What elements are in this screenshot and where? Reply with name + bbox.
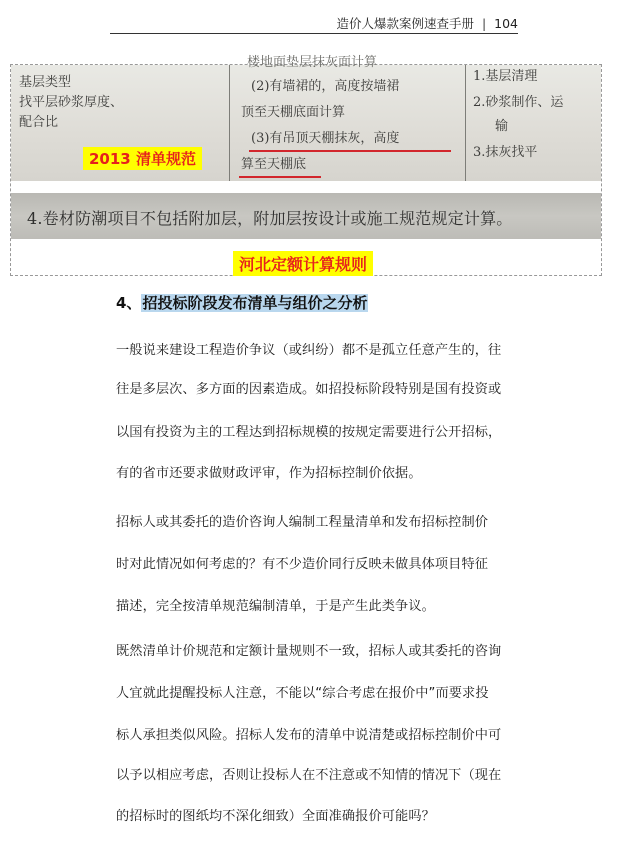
running-header bbox=[110, 14, 518, 32]
page-number: 104 bbox=[494, 16, 518, 31]
paragraph-line: 时对此情况如何考虑的？有不少造价同行反映未做具体项目特征 bbox=[116, 557, 489, 572]
header-separator: | bbox=[481, 16, 487, 31]
photo-text: 找平层砂浆厚度、 bbox=[19, 95, 124, 110]
header-rule bbox=[110, 33, 518, 34]
paragraph-line: 以国有投资为主的工程达到招标规模的按规定需要进行公开招标， bbox=[116, 425, 502, 440]
paragraph-line: 的招标时的图纸均不深化细致）全面准确报价可能吗？ bbox=[116, 809, 435, 824]
paragraph-line: 以予以相应考虑，否则让投标人在不注意或不知情的情况下（现在 bbox=[116, 768, 502, 783]
photo-text-partial: 楼地面垫层抹灰面计算 bbox=[247, 55, 378, 70]
section-number: 4、 bbox=[116, 294, 142, 312]
paragraph-line: 人宜就此提醒投标人注意，不能以“综合考虑在报价中”而要求投 bbox=[116, 686, 489, 701]
photo-text: (2)有墙裙的，高度按墙裙 bbox=[251, 79, 400, 94]
photo-text: 3.抹灰找平 bbox=[473, 145, 538, 160]
red-underline bbox=[239, 176, 321, 178]
paragraph-line: 一般说来建设工程造价争议（或纠纷）都不是孤立任意产生的，往 bbox=[116, 343, 502, 358]
label-hebei-rules: 河北定额计算规则 bbox=[233, 251, 373, 276]
paragraph-line: 描述，完全按清单规范编制清单，于是产生此类争议。 bbox=[116, 599, 435, 614]
photo-text: 算至天棚底 bbox=[241, 157, 307, 172]
table-divider bbox=[229, 65, 230, 181]
section-title-highlighted: 招投标阶段发布清单与组价之分析 bbox=[142, 294, 368, 312]
photo-text: 配合比 bbox=[19, 115, 59, 130]
figure-box bbox=[10, 55, 602, 276]
paragraph-line: 有的省市还要求做财政评审，作为招标控制价依据。 bbox=[116, 466, 422, 481]
photo-text: 输 bbox=[495, 119, 509, 134]
paragraph-line: 既然清单计价规范和定额计量规则不一致，招标人或其委托的咨询 bbox=[116, 644, 502, 659]
clause-photo-2013 bbox=[11, 55, 601, 181]
label-2013-spec: 2013 清单规范 bbox=[83, 147, 202, 170]
paragraph-line: 往是多层次、多方面的因素造成。如招投标阶段特别是国有投资或 bbox=[116, 382, 502, 397]
paragraph-line: 招标人或其委托的造价咨询人编制工程量清单和发布招标控制价 bbox=[116, 515, 489, 530]
book-title: 造价人爆款案例速查手册 bbox=[336, 16, 474, 31]
photo-text: 基层类型 bbox=[19, 75, 72, 90]
section-heading bbox=[116, 292, 368, 313]
red-underline bbox=[249, 150, 451, 152]
photo-text: 1.基层清理 bbox=[473, 69, 538, 84]
clause-photo-hebei bbox=[11, 193, 601, 239]
photo-text: 4.卷材防潮项目不包括附加层，附加层按设计或施工规范规定计算。 bbox=[27, 209, 513, 228]
table-divider bbox=[465, 65, 466, 181]
photo-text: (3)有吊顶天棚抹灰，高度 bbox=[251, 131, 400, 146]
photo-text: 2.砂浆制作、运 bbox=[473, 95, 564, 110]
photo-text: 顶至天棚底面计算 bbox=[241, 105, 346, 120]
paragraph-line: 标人承担类似风险。招标人发布的清单中说清楚或招标控制价中可 bbox=[116, 728, 502, 743]
